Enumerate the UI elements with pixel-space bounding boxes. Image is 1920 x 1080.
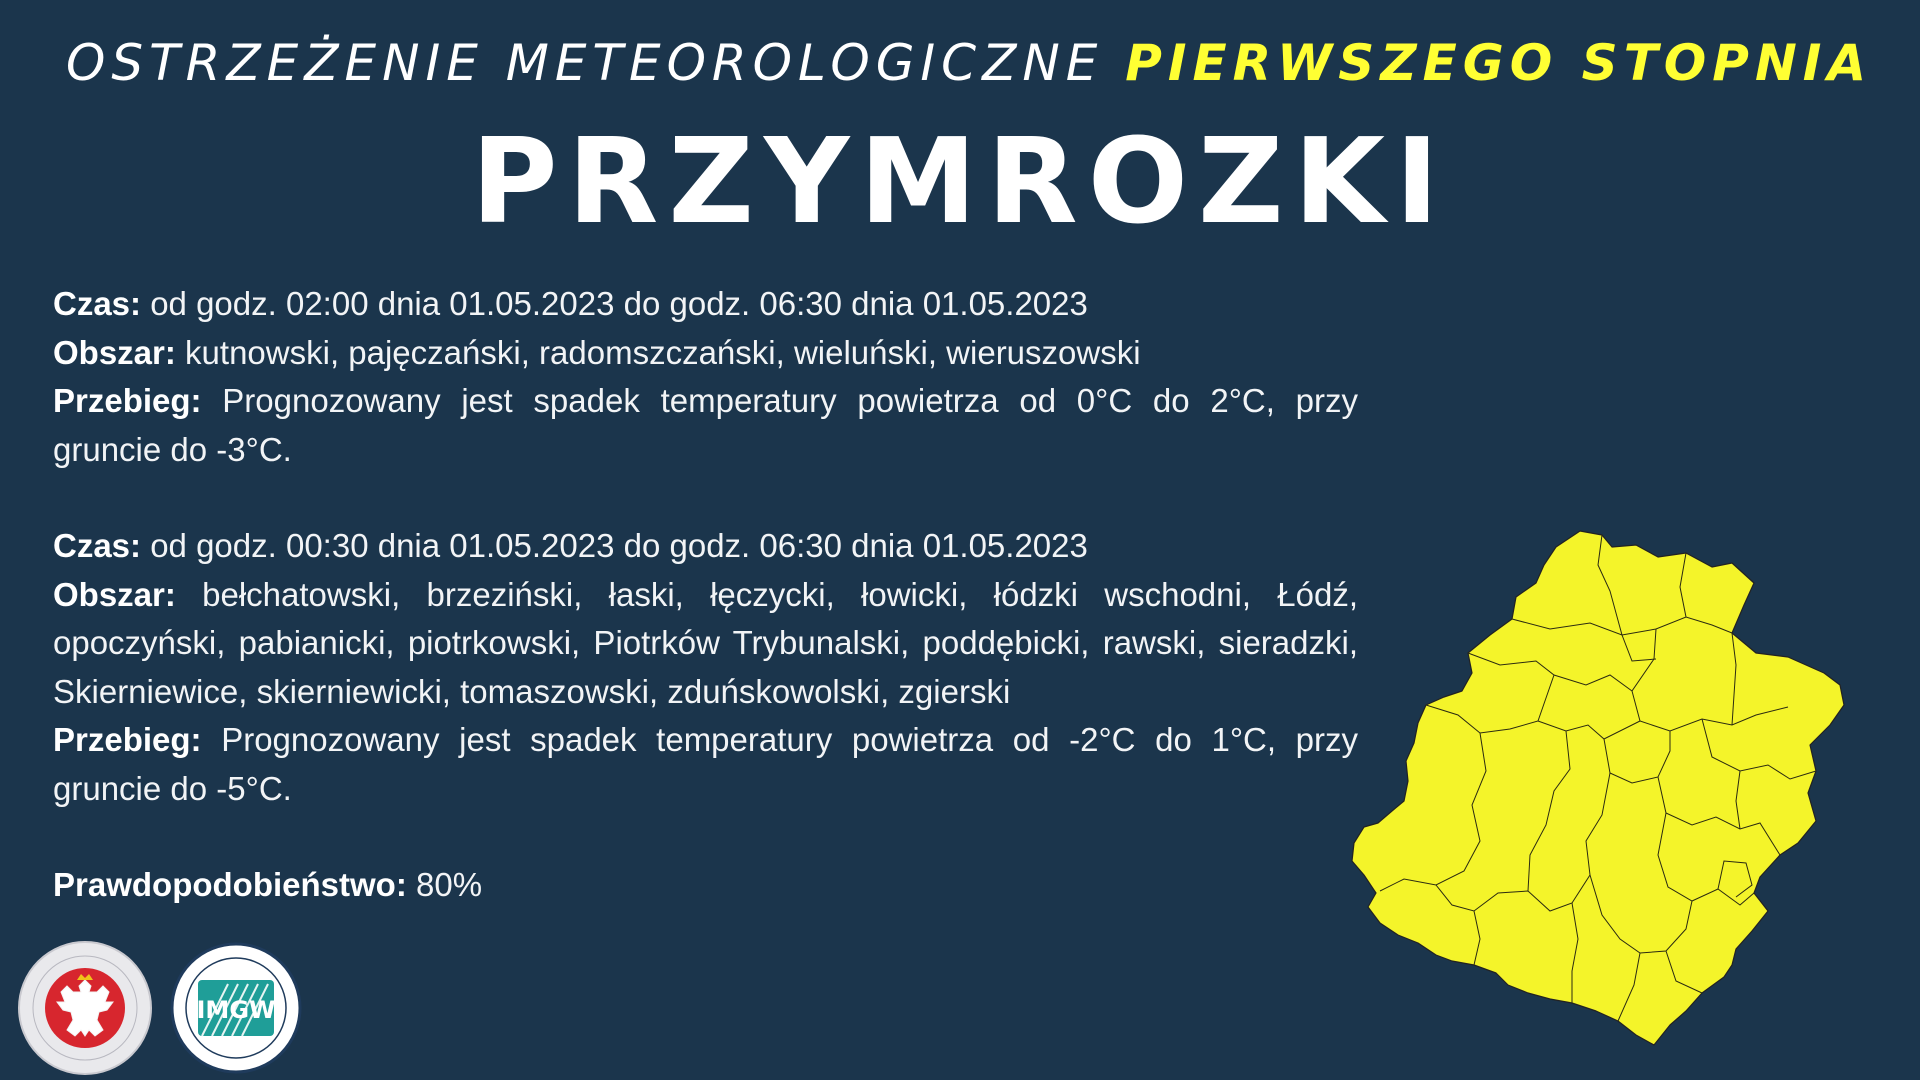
area-value: kutnowski, pajęczański, radomszczański, wieluński, wieruszowski [185, 333, 1141, 371]
course-row [53, 377, 1358, 474]
probability-label: Prawdopodobieństwo: [53, 866, 407, 903]
area-label: Obszar: [53, 333, 176, 371]
warning-header-level: PIERWSZEGO STOPNIA [1125, 34, 1873, 92]
time-row [53, 522, 1358, 571]
region-map [1340, 525, 1900, 1055]
probability-value: 80% [416, 866, 483, 903]
area-row [53, 571, 1358, 717]
spacer [53, 474, 1358, 522]
urzad-wojewodzki-logo [17, 940, 153, 1076]
warning-block-1 [53, 280, 1358, 474]
area-label: Obszar: [53, 575, 176, 613]
area-row [53, 329, 1358, 378]
warning-title: PRZYMROZKI [471, 112, 1449, 250]
area-value: bełchatowski, brzeziński, łaski, łęczycki, łowicki, łódzki wschodni, Łódź, opoczyński, pabianicki, piotrkowski, Piotrków Trybunalski, poddębicki, rawski, sieradzki, Skierniewice, skierniewicki, tomaszowski, zduńskowolski, zgierski [53, 575, 1358, 710]
warning-details [53, 280, 1358, 910]
course-value: Prognozowany jest spadek temperatury powietrza od 0°C do 2°C, przy gruncie do -3°C. [53, 382, 1359, 468]
warning-block-2 [53, 522, 1358, 813]
time-row [53, 280, 1358, 329]
imgw-logo [168, 940, 304, 1076]
probability-row [53, 861, 1358, 910]
warning-header [66, 34, 1873, 92]
region-outline [1352, 531, 1844, 1045]
course-label: Przebieg: [53, 382, 202, 419]
spacer [53, 813, 1358, 861]
time-label: Czas: [53, 285, 142, 322]
imgw-logo-text: IMGW [196, 996, 276, 1024]
time-value: od godz. 02:00 dnia 01.05.2023 do godz. 06:30 dnia 01.05.2023 [150, 285, 1088, 322]
warning-header-lead: OSTRZEŻENIE METEOROLOGICZNE [66, 34, 1104, 92]
course-label: Przebieg: [53, 721, 202, 758]
course-value: Prognozowany jest spadek temperatury powietrza od -2°C do 1°C, przy gruncie do -5°C. [53, 721, 1358, 807]
course-row [53, 716, 1358, 813]
time-value: od godz. 00:30 dnia 01.05.2023 do godz. 06:30 dnia 01.05.2023 [150, 527, 1088, 564]
time-label: Czas: [53, 527, 142, 564]
